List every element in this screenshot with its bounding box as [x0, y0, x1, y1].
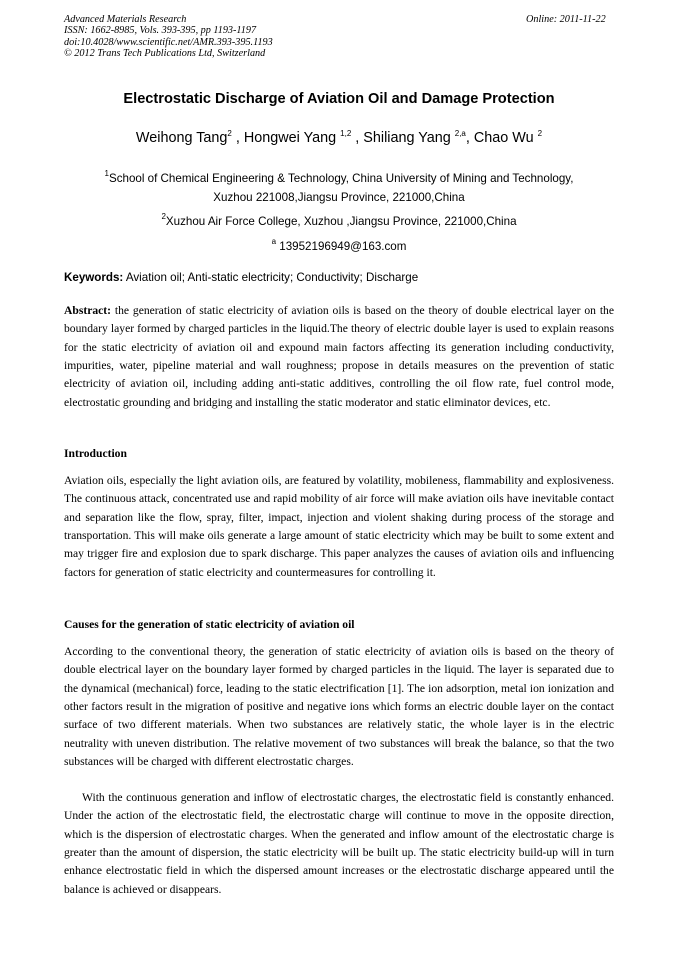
email-text[interactable]: 13952196949@163.com [276, 240, 407, 253]
affiliation-2 [0, 207, 678, 231]
affil-sup: 1 [104, 169, 109, 178]
affil-text: Xuzhou Air Force College, Xuzhou ,Jiangsu Province, 221000,China [165, 215, 517, 228]
paragraph-text: With the continuous generation and inflow of electrostatic charges, the electrostatic field is constantly enhanced. Under the action of the electrostatic field, the electrostatic charge will continue to move in the opposite direction, which is the dispersion of electrostatic charges. When the generated and inflow amount of the electrostatic charge is greater than the amount of dispersion, the static electricity will be built up. The static electricity build-up will in turn enhance electrostatic field in which the dispersed amount increases or the electrostatic discharge appeared until the balance is achieved or disappears. [64, 791, 614, 896]
online-date [526, 14, 606, 25]
doi-line[interactable]: doi:10.4028/www.scientific.net/AMR.393-395.1193 [64, 36, 273, 48]
abstract [64, 302, 614, 412]
introduction-paragraph [64, 472, 614, 582]
section-heading-introduction: Introduction [64, 447, 127, 460]
author-name: Shiliang Yang [363, 130, 451, 146]
paper-title: Electrostatic Discharge of Aviation Oil and Damage Protection [123, 91, 555, 107]
affiliation-1 [0, 164, 678, 207]
paragraph-text: Aviation oils, especially the light aviation oils, are featured by volatility, mobileness, flammability and explosiveness. The continuous attack, concentrated use and rapid mobility of air force will make aviation oils have inevitable contact and separation like the flow, spray, filter, impact, injection and violent shaking during process of the storage and transportation. This will make oils generate a large amount of static electricity which may be built to some extent and may trigger fire and explosion due to spark discharge. This paper analyzes the causes of aviation oils and influencing factors for generation of static electricity and countermeasures for controlling it. [64, 474, 614, 579]
author-name: Chao Wu [473, 130, 534, 146]
author-affil-sup: 2 [537, 129, 543, 138]
affil-text: School of Chemical Engineering & Technology, China University of Mining and Technology, [109, 172, 574, 185]
issn-line: ISSN: 1662-8985, Vols. 393-395, pp 1193-1197 [64, 25, 257, 37]
journal-header [64, 14, 273, 59]
author-affil-sup: 1,2 [340, 129, 352, 138]
author-affil-sup: 2 [227, 129, 232, 138]
journal-name: Advanced Materials Research [64, 14, 187, 25]
affil-sup: 2 [161, 212, 166, 221]
copyright-line: © 2012 Trans Tech Publications Ltd, Switzerland [64, 47, 266, 59]
paragraph-text: According to the conventional theory, the generation of static electricity of aviation oils is based on the theory of double electrical layer on the boundary layer formed by charged particles in the liquid. The layer is separated due to the dynamical (mechanical) force, leading to the static electrification [1]. The ion adsorption, metal ion ionization and other factors result in the migration of positive and negative ions which forms an electric double layer on the contact surface of two different materials. When two substances are relatively static, the whole layer is in the electric neutrality with uneven distribution. The relative movement of two substances will break the balance, so that the two substances will be charged with different electrostatic charges. [64, 645, 614, 769]
author-list: Weihong Tang$^2$ , Hongwei Yang $^{1,2}$ , Shiliang Yang $^{2,a}$, Chao Wu $^2$ [135, 129, 543, 146]
causes-paragraph-1 [64, 643, 614, 771]
author-email [0, 232, 678, 256]
author-name: Hongwei Yang [243, 130, 337, 146]
author-name: Weihong Tang [135, 130, 228, 146]
abstract-label: Abstract: [64, 304, 112, 317]
affil-text: Xuzhou 221008,Jiangsu Province, 221000,China [213, 191, 465, 204]
abstract-text: the generation of static electricity of aviation oils is based on the theory of double electrical layer on the boundary layer formed by charged particles in the liquid.The theory of electric double layer is used to explain reasons for the static electricity of aviation oil and expound main factors affecting its generation including conductivity, impurities, water, pipeline material and wall roughness; propose in details measures on the prevention of static electricity of aviation oil, including adding anti-static additives, controlling the oil flow rate, fuel control mode, electrostatic grounding and bridging and installing the static moderator and static eliminator devices, etc. [64, 304, 614, 409]
keywords-label: Keywords: [64, 271, 124, 284]
keywords-text: Aviation oil; Anti-static electricity; Conductivity; Discharge [123, 271, 419, 284]
author-affil-sup: 2,a [454, 129, 466, 138]
causes-paragraph-2 [64, 789, 614, 899]
keywords [64, 271, 418, 284]
online-date-text: Online: 2011-11-22 [526, 14, 606, 25]
email-sup: a [271, 237, 277, 246]
section-heading-causes: Causes for the generation of static electricity of aviation oil [64, 618, 355, 631]
